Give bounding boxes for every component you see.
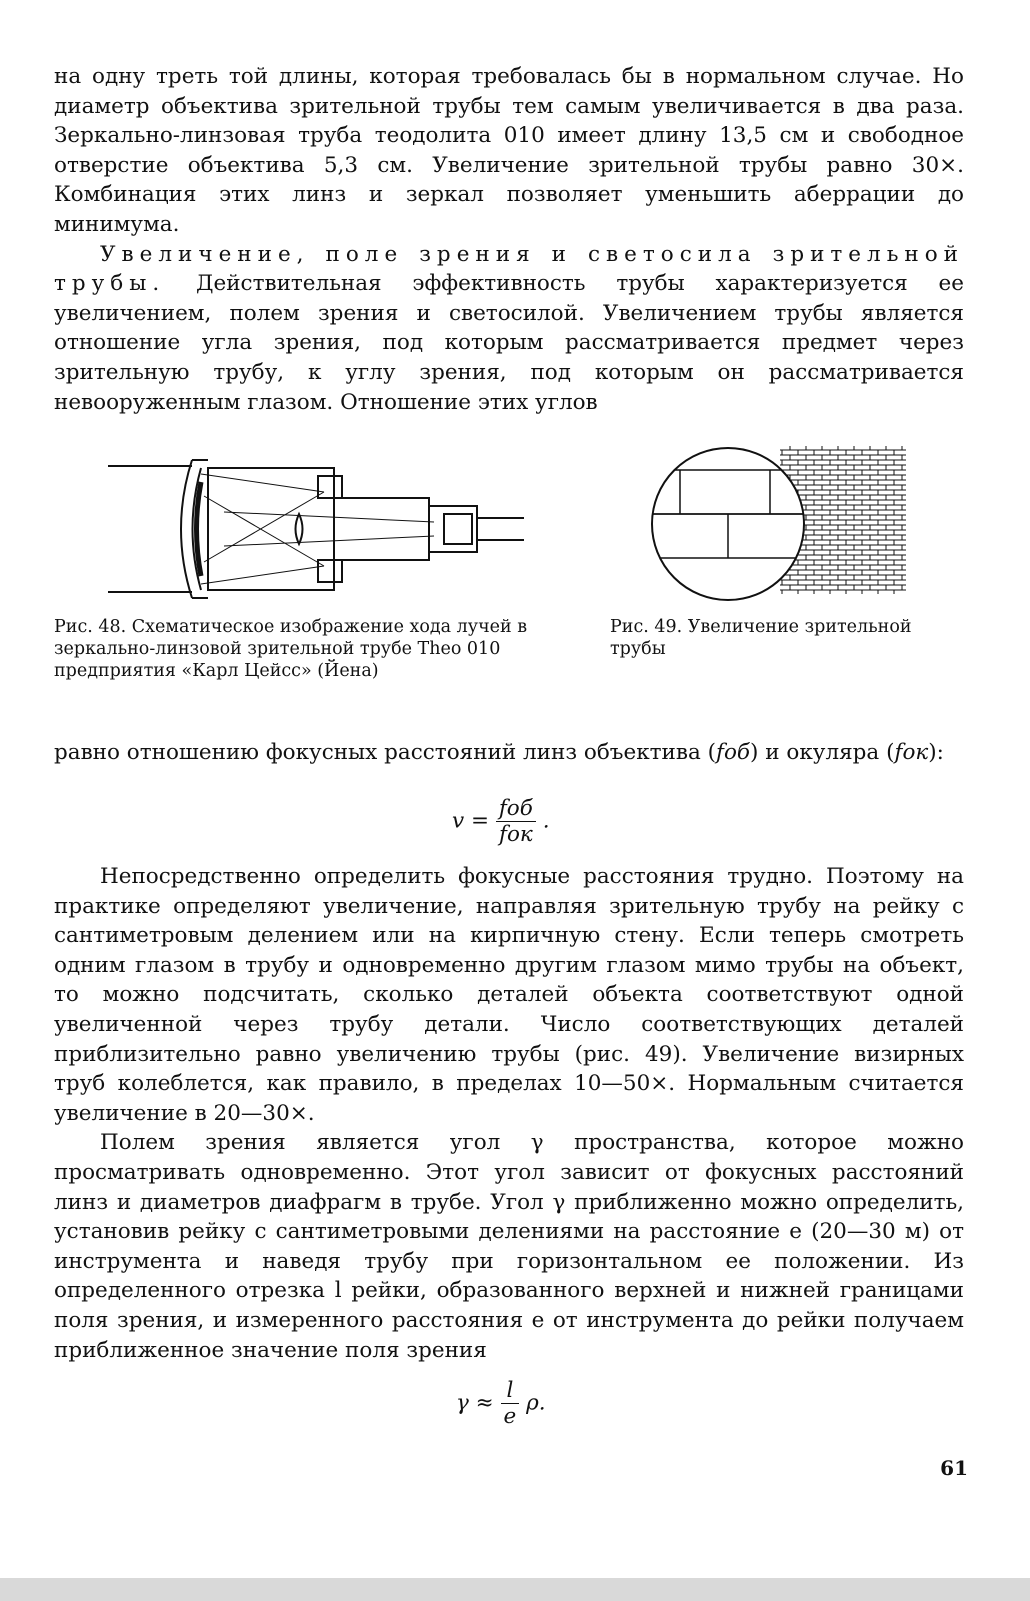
focal-text-2: ) и окуляра ( xyxy=(750,740,895,765)
focal-text-1: равно отношению фокусных расстояний линз объектива ( xyxy=(54,740,716,765)
formula1-denominator: fок xyxy=(498,822,533,847)
figure-48-caption: Рис. 48. Схематическое изображение хода лучей в зеркально-линзовой зрительной трубе Theo 010 предприятия «Карл Цейсс» (Йена) xyxy=(54,617,528,681)
formula1-numerator: fоб xyxy=(496,796,536,822)
formula2-fraction xyxy=(501,1378,520,1429)
formula-magnification xyxy=(452,796,550,847)
top-text xyxy=(54,62,964,417)
formula1-lhs: v = xyxy=(452,808,489,834)
focal-text-3: ): xyxy=(928,740,944,765)
paragraph-top: на одну треть той длины, которая требовалась бы в нормальном случае. Но диаметр объектива зрительной трубы тем самым увеличивается в два раза. Зеркально-линзовая труба теодолита 010 имеет длину 13,5 см и свободное отверстие объектива 5,3 см. Увеличение зрительной трубы равно 30×. Комбинация этих линз и зеркал позволяет уменьшить аберрации до минимума. xyxy=(54,64,964,237)
f-ok-symbol: fок xyxy=(894,740,929,765)
formula2-numerator: l xyxy=(501,1378,520,1404)
lower-text xyxy=(54,862,964,1365)
page-number: 61 xyxy=(940,1456,968,1480)
formula2-lhs: γ ≈ xyxy=(456,1390,494,1416)
scan-bottom-edge xyxy=(0,1578,1030,1601)
paragraph-section xyxy=(54,240,964,418)
paragraph-field: Полем зрения является угол γ пространства, которое можно просматривать одновременно. Этот угол зависит от фокусных расстояний линз и диаметров диафрагм в трубе. Угол γ приближенно можно определить, установив рейку с сантиметровыми делениями на расстояние e (20—30 м) от инструмента и наведя трубу при горизонтальном ее положении. Из определенного отрезка l рейки, образованного верхней и нижней границами поля зрения, и измеренного расстояния e от инструмента до рейки получаем приближенное значение поля зрения xyxy=(54,1130,964,1363)
formula1-fraction xyxy=(496,796,536,847)
formula1-tail: . xyxy=(542,808,550,834)
figure-49-caption: Рис. 49. Увеличение зрительной трубы xyxy=(610,617,912,659)
formula-field-of-view xyxy=(456,1378,546,1429)
section-text: Действительная эффективность трубы характеризуется ее увеличением, полем зрения и светосилой. Увеличением трубы является отношение угла зрения, под которым рассматривается предмет через зрительную трубу, к углу зрения, под которым он рассматривается невооруженным глазом. Отношение этих углов xyxy=(54,271,964,415)
f-ob-symbol: fоб xyxy=(716,740,751,765)
figure-48-telescope-diagram xyxy=(104,452,544,612)
paragraph-measure: Непосредственно определить фокусные расстояния трудно. Поэтому на практике определяют увеличение, направляя зрительную трубу на рейку с сантиметровым делением или на кирпичную стену. Если теперь смотреть одним глазом в трубу и одновременно другим глазом мимо трубы на объект, то можно подсчитать, сколько деталей объекта соответствуют одной увеличенной через трубу детали. Число соответствующих деталей приблизительно равно увеличению трубы (рис. 49). Увеличение визирных труб колеблется, как правило, в пределах 10—50×. Нормальным считается увеличение в 20—30×. xyxy=(54,864,964,1126)
formula2-denominator: e xyxy=(503,1404,517,1429)
section-heading: Увеличение, поле зрения и светосила зрительной трубы. xyxy=(54,241,964,297)
formula2-tail: ρ. xyxy=(526,1390,546,1416)
after-figures-text xyxy=(54,738,964,768)
figure-49-magnification-diagram xyxy=(650,430,920,610)
paragraph-focal-ratio xyxy=(54,738,964,768)
